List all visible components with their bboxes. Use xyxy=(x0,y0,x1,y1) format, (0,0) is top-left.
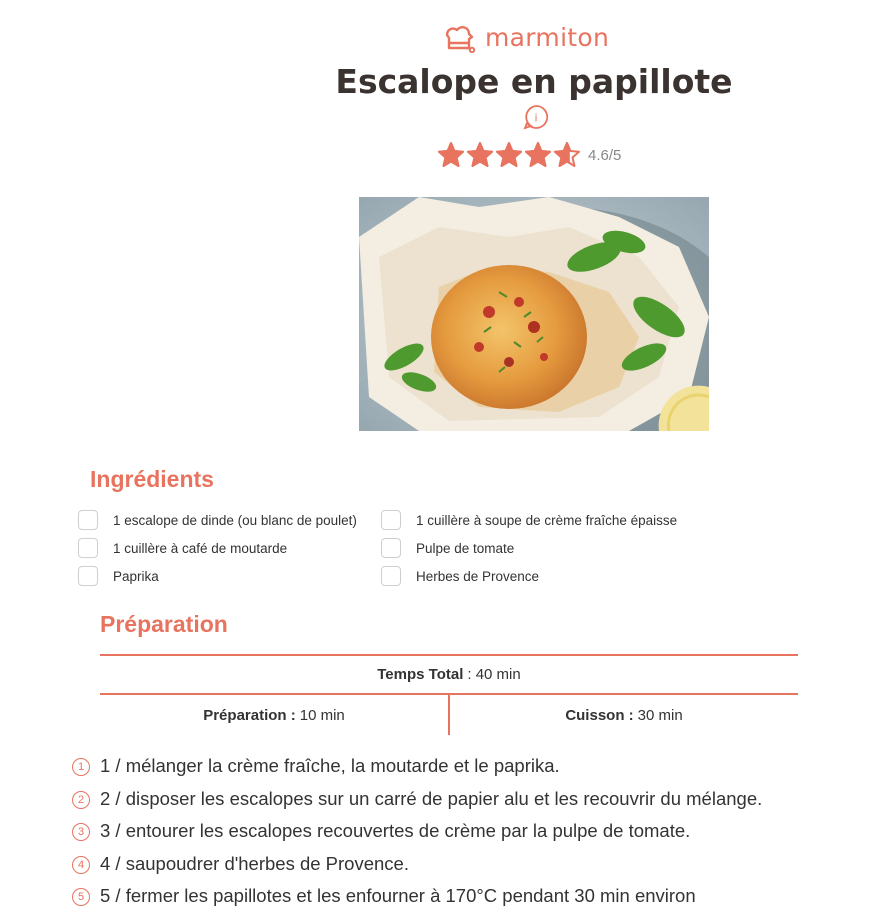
total-time-label: Temps Total xyxy=(377,666,464,683)
ingredient-label: Pulpe de tomate xyxy=(416,540,515,556)
ingredient-label: Paprika xyxy=(113,568,159,584)
ingredient-checkbox[interactable] xyxy=(381,510,401,530)
ingredient-checkbox[interactable] xyxy=(78,510,98,530)
star-full-icon xyxy=(466,141,494,169)
ingredient-checkbox[interactable] xyxy=(78,538,98,558)
preparation-title: Préparation xyxy=(100,611,228,637)
ingredient-checkbox[interactable] xyxy=(78,566,98,586)
step-text: 4 / saupoudrer d'herbes de Provence. xyxy=(100,852,409,874)
step-item xyxy=(72,815,872,848)
svg-text:i: i xyxy=(534,111,538,125)
brand-name: marmiton xyxy=(485,22,610,52)
ingredient-item[interactable] xyxy=(381,508,677,532)
prep-time-label: Préparation : xyxy=(203,706,296,724)
star-full-icon xyxy=(437,141,465,169)
times-table xyxy=(100,654,798,735)
ingredient-item[interactable] xyxy=(381,536,514,560)
marmiton-logo[interactable] xyxy=(441,20,631,54)
total-time xyxy=(100,654,798,695)
ingredient-label: 1 cuillère à soupe de crème fraîche épaisse xyxy=(416,512,678,528)
cook-time-value: 30 min xyxy=(637,706,683,724)
ingredient-item[interactable] xyxy=(381,564,539,588)
step-item xyxy=(72,750,872,783)
step-text: 3 / entourer les escalopes recouvertes de crème par la pulpe de tomate. xyxy=(100,820,691,842)
cook-time-label: Cuisson : xyxy=(565,706,634,724)
cook-time xyxy=(450,695,798,735)
recipe-photo xyxy=(359,197,709,431)
step-number: 1 xyxy=(72,758,90,776)
prep-time-value: 10 min xyxy=(299,706,345,724)
step-number: 5 xyxy=(72,888,90,906)
prep-time xyxy=(100,695,450,735)
ingredient-label: 1 cuillère à café de moutarde xyxy=(113,540,288,556)
ingredient-checkbox[interactable] xyxy=(381,566,401,586)
step-item xyxy=(72,783,872,816)
ingredient-item[interactable] xyxy=(78,564,159,588)
ingredient-label: Herbes de Provence xyxy=(416,568,540,584)
star-full-icon xyxy=(524,141,552,169)
ingredient-label: 1 escalope de dinde (ou blanc de poulet) xyxy=(113,512,357,528)
step-text: 5 / fermer les papillotes et les enfourner à 170°C pendant 30 min environ xyxy=(100,885,696,907)
total-time-value: : 40 min xyxy=(467,666,521,683)
step-item xyxy=(72,880,872,913)
star-half-icon xyxy=(553,141,581,169)
rating-stars xyxy=(437,141,582,169)
steps-list xyxy=(72,750,872,913)
rating-text: 4.6/5 xyxy=(588,146,622,164)
star-full-icon xyxy=(495,141,523,169)
ingredient-item[interactable] xyxy=(78,508,357,532)
step-number: 3 xyxy=(72,823,90,841)
step-item xyxy=(72,848,872,881)
ingredient-checkbox[interactable] xyxy=(381,538,401,558)
step-number: 4 xyxy=(72,856,90,874)
info-icon[interactable] xyxy=(523,104,549,130)
ingredient-item[interactable] xyxy=(78,536,287,560)
ingredients-title: Ingrédients xyxy=(90,466,214,492)
rating xyxy=(437,140,621,170)
recipe-title: Escalope en papillote xyxy=(335,62,733,101)
step-text: 2 / disposer les escalopes sur un carré de papier alu et les recouvrir du mélange. xyxy=(100,787,763,809)
step-text: 1 / mélanger la crème fraîche, la moutarde et le paprika. xyxy=(100,755,560,777)
cooking-pot-icon xyxy=(441,21,477,53)
step-number: 2 xyxy=(72,791,90,809)
